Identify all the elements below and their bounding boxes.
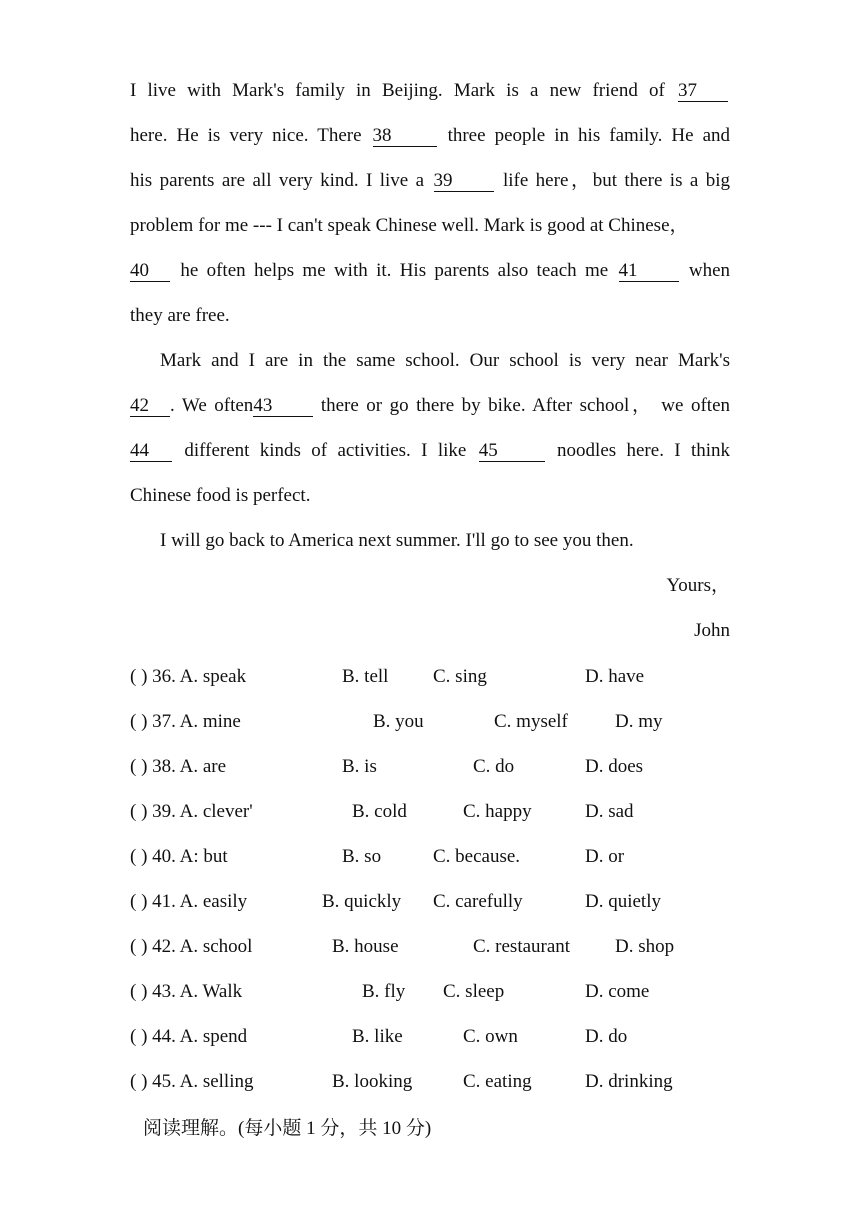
passage-text: I live with Mark's family in Beijing. Mark is a new friend of bbox=[130, 80, 665, 101]
question-stem: ( ) 43. A. Walk bbox=[130, 981, 243, 1002]
passage-text: Chinese food is perfect. bbox=[130, 485, 311, 506]
passage-text: noodles here. I think bbox=[557, 440, 731, 461]
passage-line-8 bbox=[130, 383, 730, 428]
option-b: B. cold bbox=[352, 801, 407, 822]
option-c: C. eating bbox=[463, 1071, 532, 1092]
blank-39: 39 bbox=[434, 171, 494, 192]
option-b: B. tell bbox=[342, 666, 389, 687]
option-b: B. like bbox=[352, 1026, 403, 1047]
option-c: C. sing bbox=[433, 666, 487, 687]
option-d: D. do bbox=[585, 1026, 628, 1047]
question-stem: ( ) 37. A. mine bbox=[130, 711, 241, 732]
letter-closing bbox=[130, 563, 730, 608]
option-b: B. so bbox=[342, 846, 382, 867]
option-b: B. you bbox=[373, 711, 424, 732]
option-b: B. fly bbox=[362, 981, 406, 1002]
option-c: C. happy bbox=[463, 801, 532, 822]
question-stem: ( ) 41. A. easily bbox=[130, 891, 248, 912]
passage-line-6 bbox=[130, 293, 730, 338]
option-b: B. is bbox=[342, 756, 377, 777]
passage-line-1 bbox=[130, 68, 730, 113]
option-c: C. because. bbox=[433, 846, 521, 867]
passage-line-3 bbox=[130, 158, 730, 203]
closing-text: Yours， bbox=[666, 575, 730, 596]
passage-text: problem for me --- I can't speak Chinese well. Mark is good at Chinese， bbox=[130, 215, 689, 236]
option-d: D. sad bbox=[585, 801, 634, 822]
option-d: D. does bbox=[585, 756, 644, 777]
passage-line-4 bbox=[130, 203, 730, 248]
option-c: C. carefully bbox=[433, 891, 523, 912]
question-stem: ( ) 38. A. are bbox=[130, 756, 227, 777]
option-c: C. do bbox=[473, 756, 515, 777]
passage-line-9 bbox=[130, 428, 730, 473]
blank-43: 43 bbox=[253, 396, 313, 417]
blank-45: 45 bbox=[479, 441, 545, 462]
option-c: C. sleep bbox=[443, 981, 505, 1002]
option-b: B. house bbox=[332, 936, 399, 957]
passage-text: life here，but there is a big bbox=[502, 170, 731, 191]
passage-text: . We often bbox=[170, 395, 254, 416]
passage-text: when bbox=[688, 260, 731, 281]
passage-text: different kinds of activities. I like bbox=[184, 440, 467, 461]
blank-40: 40 bbox=[130, 261, 170, 282]
passage-text: I will go back to America next summer. I'll go to see you then. bbox=[160, 530, 634, 551]
option-b: B. quickly bbox=[322, 891, 402, 912]
option-d: D. drinking bbox=[585, 1071, 673, 1092]
section-title: 阅读理解。(每小题 1 分，共 10 分) bbox=[143, 1118, 432, 1139]
blank-42: 42 bbox=[130, 396, 170, 417]
option-d: D. shop bbox=[615, 936, 675, 957]
question-stem: ( ) 45. A. selling bbox=[130, 1071, 254, 1092]
passage-text: there or go there by bike. After school， we often bbox=[320, 395, 730, 416]
passage-line-7 bbox=[160, 338, 730, 383]
question-stem: ( ) 36. A. speak bbox=[130, 666, 247, 687]
option-b: B. looking bbox=[332, 1071, 413, 1092]
question-stem: ( ) 42. A. school bbox=[130, 936, 253, 957]
signature-text: John bbox=[694, 620, 730, 641]
option-d: D. have bbox=[585, 666, 645, 687]
blank-37: 37 bbox=[678, 81, 728, 102]
blank-38: 38 bbox=[373, 126, 437, 147]
passage-text: his parents are all very kind. I live a bbox=[130, 170, 425, 191]
letter-signature bbox=[130, 608, 730, 653]
passage-line-11 bbox=[160, 518, 760, 563]
option-c: C. own bbox=[463, 1026, 518, 1047]
option-d: D. or bbox=[585, 846, 625, 867]
option-d: D. my bbox=[615, 711, 663, 732]
question-stem: ( ) 44. A. spend bbox=[130, 1026, 248, 1047]
option-c: C. restaurant bbox=[473, 936, 571, 957]
passage-text: here. He is very nice. There bbox=[130, 125, 362, 146]
option-d: D. quietly bbox=[585, 891, 661, 912]
passage-text: Mark and I are in the same school. Our school is very near Mark's bbox=[160, 350, 730, 371]
blank-41: 41 bbox=[619, 261, 679, 282]
option-d: D. come bbox=[585, 981, 650, 1002]
passage-text: three people in his family. He and bbox=[447, 125, 730, 146]
question-stem: ( ) 40. A: but bbox=[130, 846, 228, 867]
blank-44: 44 bbox=[130, 441, 172, 462]
passage-line-10 bbox=[130, 473, 730, 518]
question-stem: ( ) 39. A. clever' bbox=[130, 801, 253, 822]
option-c: C. myself bbox=[494, 711, 568, 732]
passage-line-2 bbox=[130, 113, 730, 158]
passage-text: they are free. bbox=[130, 305, 230, 326]
passage-line-5 bbox=[130, 248, 730, 293]
passage-text: he often helps me with it. His parents also teach me bbox=[180, 260, 609, 281]
